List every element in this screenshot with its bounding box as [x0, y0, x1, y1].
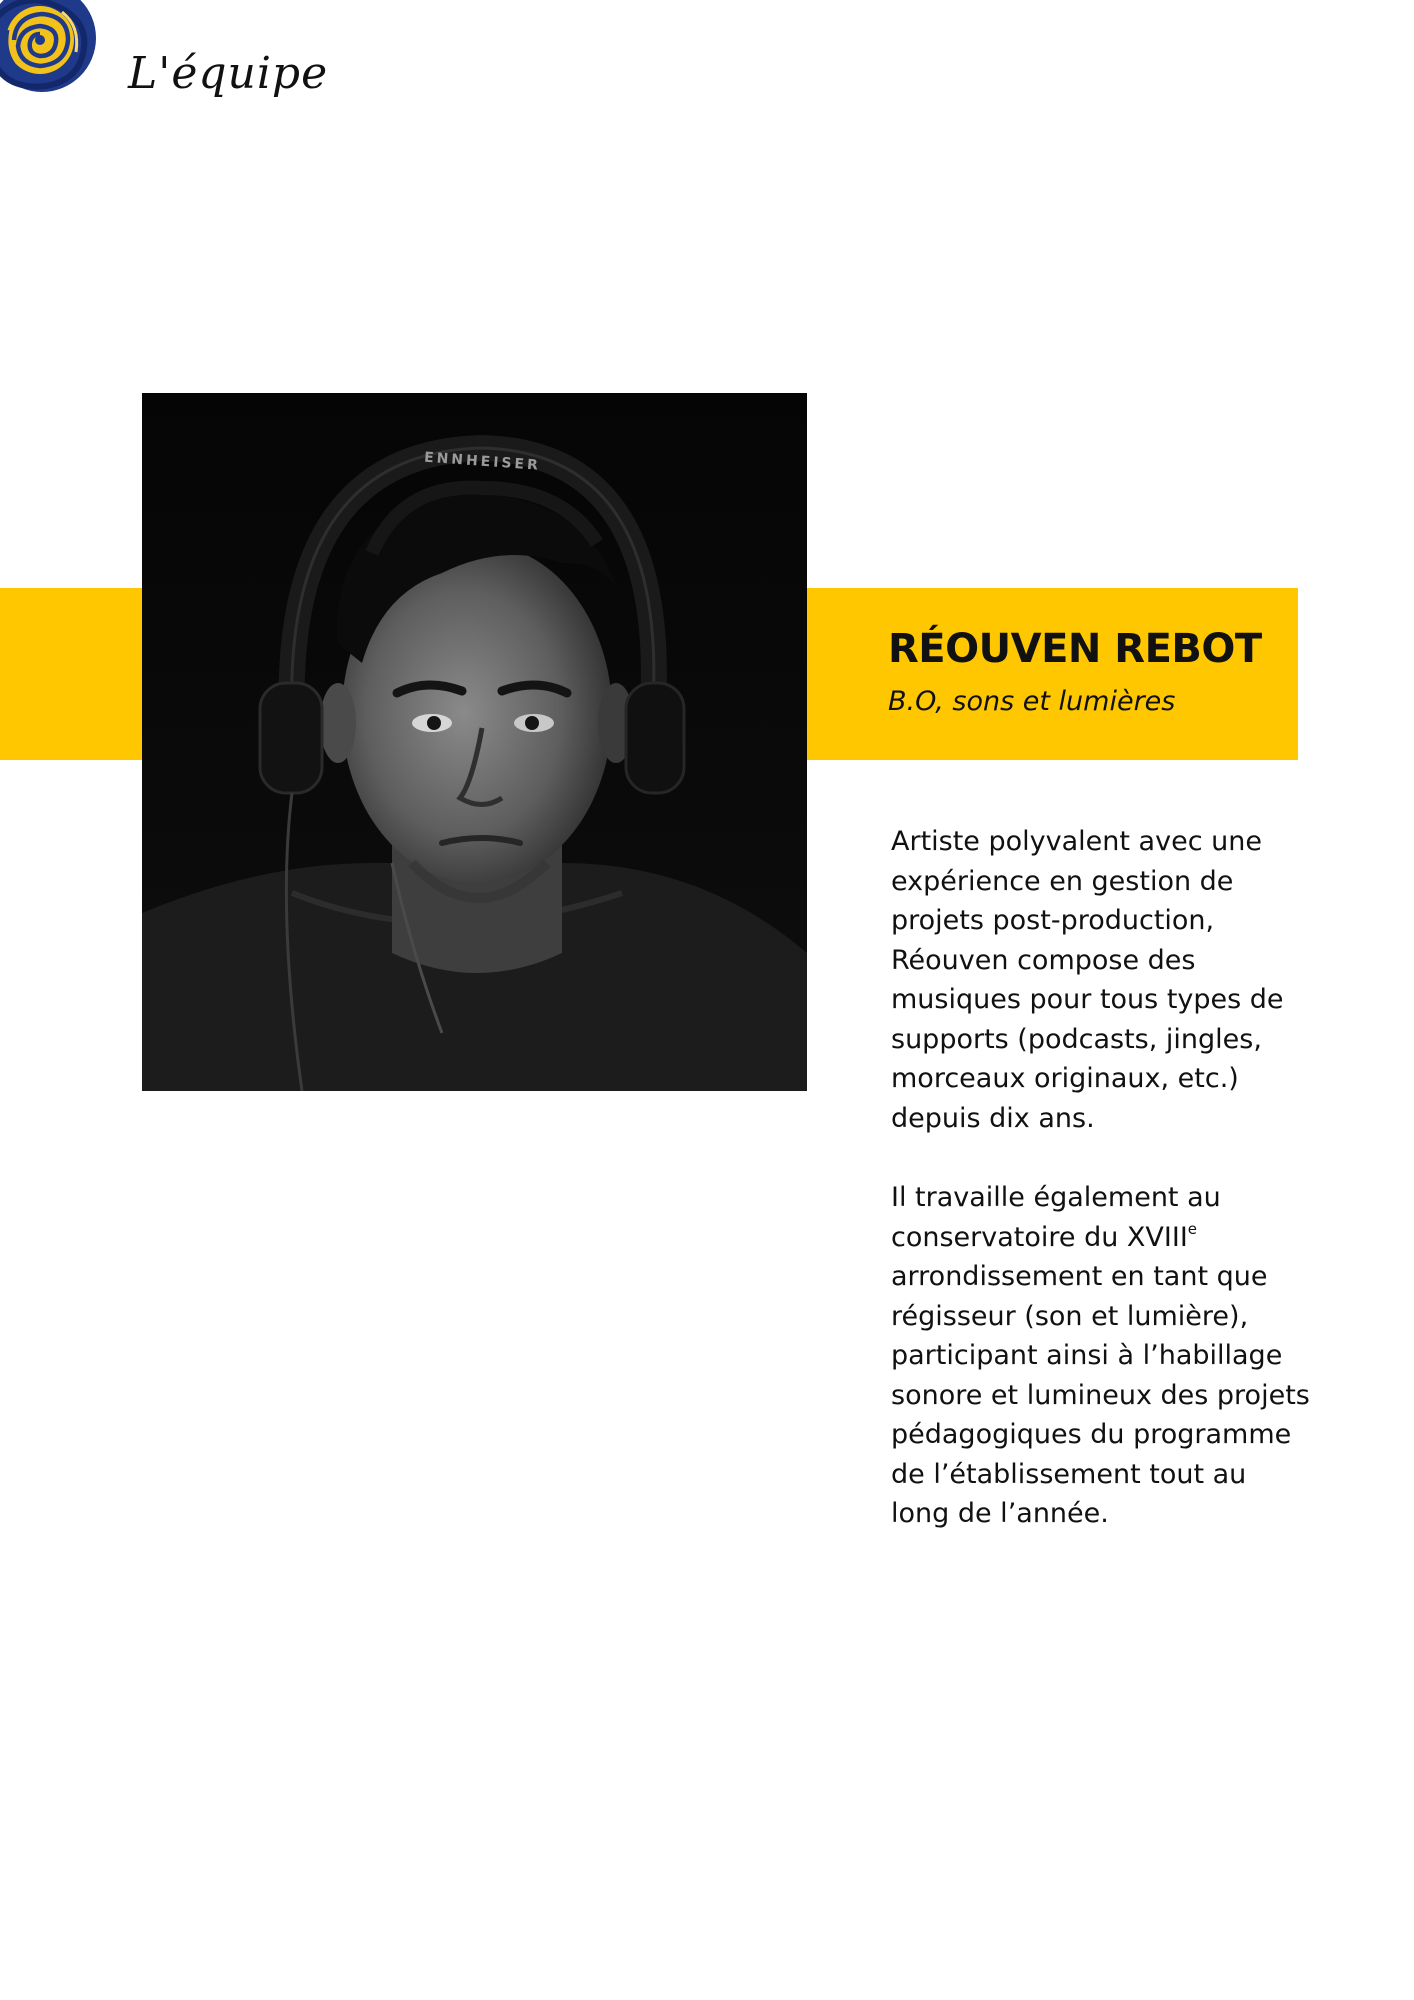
bio-paragraph-1: Artiste polyvalent avec une expérience en gestion de projets post-production, Réouven compose des musiques pour tous types de supports (podcasts, jingles, morceaux originaux, etc.) depuis dix ans. — [891, 826, 1284, 1134]
ordinal-superscript: e — [1187, 1219, 1198, 1238]
biography — [891, 822, 1311, 1534]
headphone-brand-label: ENNHEISER — [423, 449, 542, 474]
accent-band-left — [0, 588, 142, 760]
person-role: B.O, sons et lumières — [888, 686, 1176, 717]
section-title: L'équipe — [128, 48, 329, 99]
swirl-logo-icon — [0, 0, 100, 105]
accent-band-right — [806, 588, 1298, 760]
bio-paragraph-2-text: Il travaille également au conservatoire du XVIII — [891, 1182, 1221, 1253]
bio-paragraph-2 — [891, 1178, 1311, 1534]
bio-paragraph-2-continuation: arrondissement en tant que régisseur (son et lumière), participant ainsi à l’habillage sonore et lumineux des projets pédagogiques du programme de l’établissement tout au long de l’année. — [891, 1261, 1310, 1529]
portrait-photo — [142, 393, 807, 1091]
person-name: RÉOUVEN REBOT — [888, 626, 1262, 672]
